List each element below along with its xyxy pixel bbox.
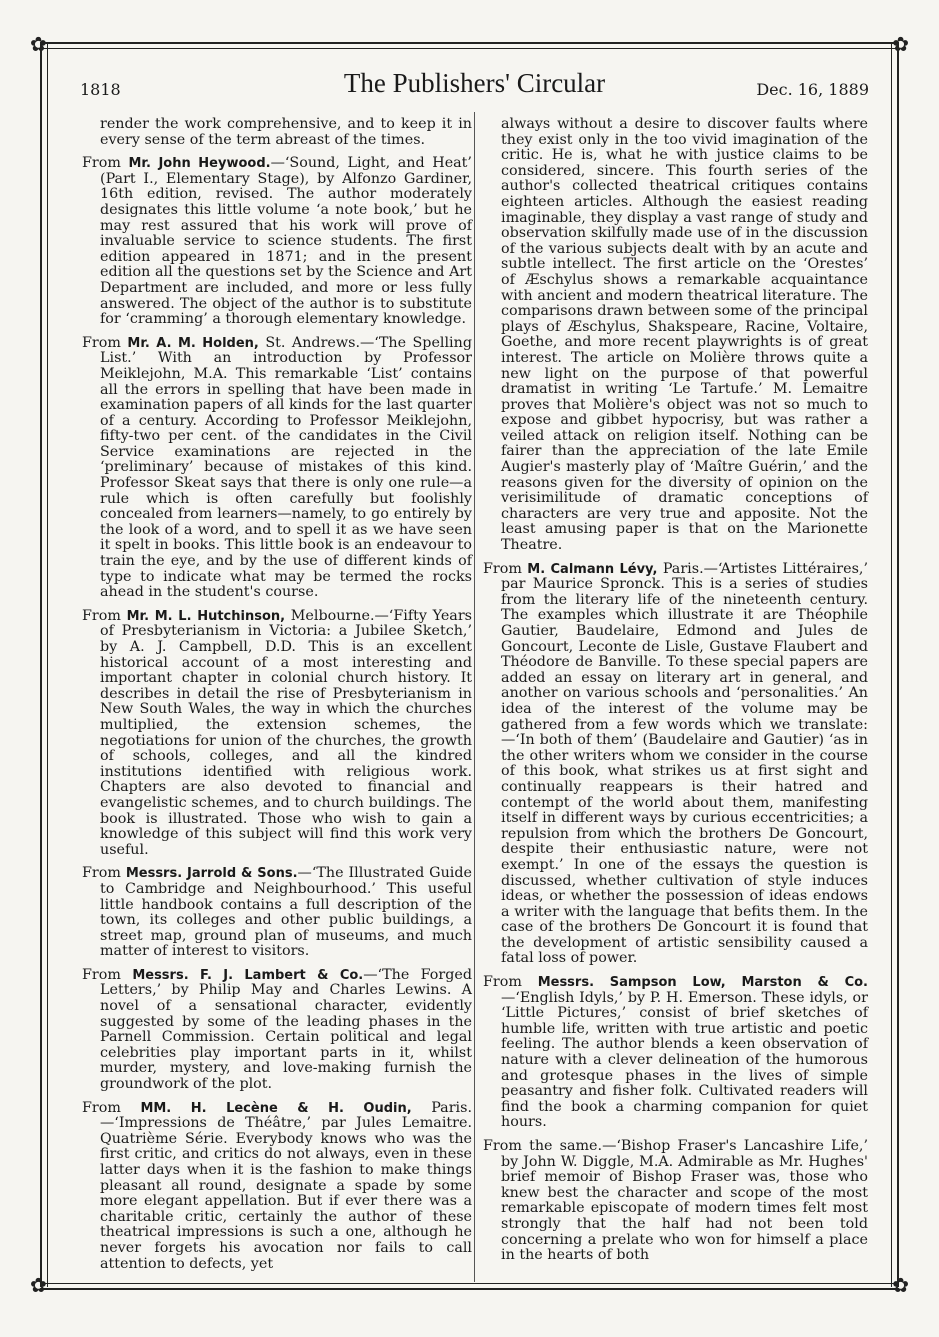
entry-text: —‘Sound, Light, and Heat’ (Part I., Elementary Stage), by Alfonzo Gardiner, 16th edition, revised. The author moderately designates this little volume ‘a note book,’ but he may rest assured that his work will prove of invaluable service to science students. The first edition appeared in 1871; and in the present edition all the questions set by the Science and Art Department are included, and more or less fully answered. The object of the author is to substitute for ‘cramming’ a thorough elementary knowledge. xyxy=(100,155,472,328)
entry-text: —‘The Illustrated Guide to Cambridge and Neighbourhood.’ This useful little handbook contains a full description of the town, its colleges and other public buildings, a street map, ground plan of museums, and much matter of interest to visitors. xyxy=(100,865,472,960)
publisher-name: Messrs. F. J. Lambert & Co. xyxy=(132,967,364,983)
review-entry xyxy=(483,975,868,1131)
review-entry xyxy=(483,1139,868,1264)
entry-from: From xyxy=(82,865,126,882)
entry-text: render the work comprehensive, and to keep it in every sense of the term abreast of the times. xyxy=(100,116,472,148)
entry-text: always without a desire to discover faults where they exist only in the too vivid imagination of the critic. He is, what he with justice claims to be considered, sincere. This fourth series of the author's collected theatrical critiques contains eighteen articles. Although the easiest reading imaginable, they display a vast range of study and observation skilfully made use of in the discussion of the various subjects dealt with by an acute and subtle intellect. The first article on the ‘Orestes’ of Æschylus shows a remarkable acquaintance with ancient and modern theatrical literature. The comparisons drawn between some of the principal plays of Æschylus, Shakspeare, Racine, Voltaire, Goethe, and more recent playwrights is of great interest. The article on Molière throws quite a new light on the purpose of that powerful dramatist in writing ‘Le Tartufe.’ M. Lemaitre proves that Molière's object was not so much to expose and gibbet hypocrisy, but was rather a veiled attack on religion itself. Nothing can be fairer than the appreciation of the late Emile Augier's masterly play of ‘Maître Guérin,’ and the reasons given for the diversity of opinion on the verisimilitude of dramatic conceptions of characters are very true and apposite. Not the least amusing paper is that on the Marionette Theatre. xyxy=(501,116,868,554)
publisher-name: Messrs. Jarrold & Sons. xyxy=(125,866,298,882)
review-entry xyxy=(82,1101,472,1273)
entry-from: From xyxy=(82,334,128,351)
publisher-name: Mr. John Heywood. xyxy=(128,156,271,172)
review-entry xyxy=(82,866,472,960)
entry-from: From xyxy=(82,966,133,983)
entry-from: From xyxy=(82,155,129,172)
publisher-name: Mr. M. L. Hutchinson, xyxy=(126,608,286,624)
publisher-name: M. Calmann Lévy, xyxy=(527,561,658,577)
review-entry xyxy=(82,156,472,328)
continued-paragraph xyxy=(483,117,868,554)
entry-text: Melbourne.—‘Fifty Years of Presbyterianism in Victoria: a Jubilee Sketch,’ by A. J. Campbell, D.D. This is an excellent historical account of a most interesting and important chapter in colonial church history. It describes in detail the rise of Presbyterianism in New South Wales, the way in which the churches multiplied, the extension schemes, the negotiations for union of the churches, the growth of schools, colleges, and all the kindred institutions identified with religious work. Chapters are also devoted to financial and evangelistic schemes, and to church buildings. The book is illustrated. Those who wish to gain a knowledge of this subject will find this work very useful. xyxy=(100,607,472,858)
page-header xyxy=(80,68,869,108)
entry-text: Paris.—‘Impressions de Théâtre,’ par Jules Lemaitre. Quatrième Série. Everybody knows who was the first critic, and critics do not always, even in these latter days when it is the fashion to make things pleasant all round, designate a spade by some more elegant appellation. But if ever there was a charitable critic, certainly the author of these theatrical impressions is such a one, although he never forgets his avocation nor fails to call attention to defects, yet xyxy=(100,1099,472,1272)
corner-ornament-icon: ✿ xyxy=(892,1273,909,1297)
left-border-rule xyxy=(40,42,48,1287)
page-number: 1818 xyxy=(80,80,121,99)
entry-text: the same.—‘Bishop Fraser's Lancashire Life,’ by John W. Diggle, M.A. Admirable as Mr. Hughes' brief memoir of Bishop Fraser was, those who knew best the character and scope of the most remarkable episcopate of modern times felt most strongly that the half had not been told concerning a prelate who won for himself a place in the hearts of both xyxy=(501,1138,868,1264)
entry-text: Paris.—‘Artistes Littéraires,’ par Maurice Spronck. This is a series of studies from the literary life of the nineteenth century. The examples which illustrate it are Théophile Gautier, Baudelaire, Edmond and Jules de Goncourt, Leconte de Lisle, Gustave Flaubert and Théodore de Banville. To these special papers are added an essay on literary art in general, and another on various schools and ‘personalities.’ An idea of the interest of the volume may be gathered from a few words which we translate:—‘In both of them’ (Baudelaire and Gautier) ‘as in the other writers whom we consider in the course of this book, what strikes us at first sight and continually reappears is their hatred and contempt of the world about them, manifesting itself in different ways by curious eccentricities; a repulsion from which the brothers De Goncourt, despite their enthusiastic nature, were not exempt.’ In one of the essays the question is discussed, whether cultivation of style induces ideas, or whether the possession of ideas endows a writer with the language that befits them. In the case of the brothers De Goncourt it is found that the development of artistic sensibility caused a fatal loss of power. xyxy=(501,560,868,967)
entry-from: From xyxy=(82,1099,141,1116)
entry-text: St. Andrews.—‘The Spelling List.’ With an introduction by Professor Meiklejohn, M.A. This remarkable ‘List’ contains all the errors in spelling that have been made in examination papers of all kinds for the last quarter of a century. According to Professor Meiklejohn, fifty-two per cent. of the candidates in the Civil Service examinations are rejected in the ‘preliminary’ because of mistakes of this kind. Professor Skeat says that there is only one rule—a rule which is often carefully but foolishly concealed from learners—namely, to go entirely by the look of a word, and to spell it as we have seen it spelt in books. This little book is an endeavour to train the eye, and by the use of different kinds of type to indicate what may be termed the rocks ahead in the student's course. xyxy=(100,334,472,601)
entry-from: From xyxy=(82,607,127,624)
corner-ornament-icon: ✿ xyxy=(30,1273,47,1297)
review-entry xyxy=(483,562,868,967)
entry-from: From xyxy=(483,560,528,577)
running-title: The Publishers' Circular xyxy=(343,68,606,98)
review-entry xyxy=(82,968,472,1093)
bottom-border-rule xyxy=(40,1283,899,1290)
corner-ornament-icon: ✿ xyxy=(892,32,909,56)
right-border-rule xyxy=(891,42,899,1287)
review-entry xyxy=(82,336,472,601)
review-entry xyxy=(82,609,472,859)
publisher-name: Messrs. Sampson Low, Marston & Co. xyxy=(537,975,868,991)
column-divider xyxy=(474,112,475,1282)
corner-ornament-icon: ✿ xyxy=(30,32,47,56)
top-border-rule xyxy=(40,42,899,49)
entry-from: From xyxy=(483,1138,530,1154)
publisher-name: MM. H. Lecène & H. Oudin, xyxy=(140,1100,412,1116)
entry-text: —‘The Forged Letters,’ by Philip May and Charles Lewins. A novel of a sensational character, evidently suggested by some of the leading phases in the Parnell Commission. Certain political and legal celebrities play important parts in it, whilst murder, mystery, and love-making furnish the groundwork of the plot. xyxy=(100,966,473,1093)
publisher-name: Mr. A. M. Holden, xyxy=(127,335,259,351)
entry-from: From xyxy=(483,974,538,991)
right-column xyxy=(483,117,868,1272)
continued-paragraph xyxy=(82,117,472,148)
left-column xyxy=(82,117,472,1280)
entry-text: —‘English Idyls,’ by P. H. Emerson. These idyls, or ‘Little Pictures,’ consist of brief sketches of humble life, written with true artistic and poetic feeling. The author blends a keen observation of nature with a clever delineation of the humorous and grotesque phases in the lives of simple peasantry and fisher folk. Cultivated readers will find the book a charming companion for quiet hours. xyxy=(501,989,868,1131)
page-date: Dec. 16, 1889 xyxy=(756,80,869,99)
